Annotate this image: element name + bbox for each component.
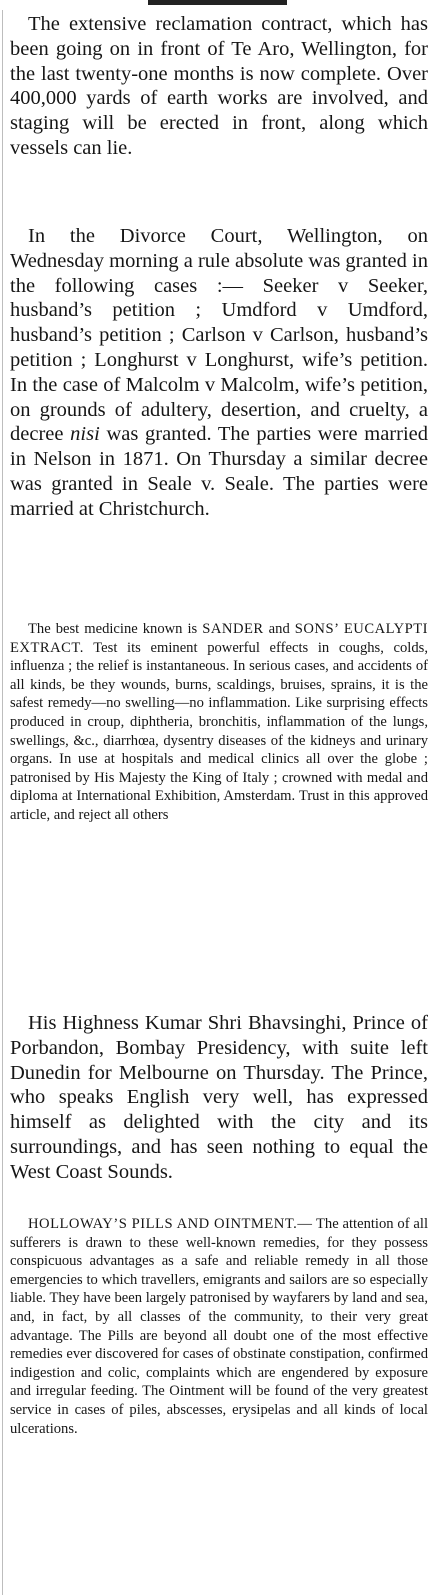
advertisement-holloways-pills (10, 1215, 428, 1438)
ad-brand-name: SANDER (202, 621, 264, 637)
ad-text: and (263, 621, 295, 637)
ad-text: The attention of all sufferers is drawn to these well-known remedies, for they possess conspicuous advantages as a safe and reliable remedy in all those emergencies to which travellers, emigrants and sailors are so especially liable. They have been largely patronised by wayfarers by land and sea, and, in fact, by all classes of the community, to their very great advantage. The Pills are beyond all doubt one of the most effective remedies ever discovered for cases of obstinate constipation, confirmed indigestion and colic, complaints which are engendered by exposure and irregular feeding. The Ointment will be found of the very greatest service in cases of piles, abscesses, erysipelas and all kinds of local ulcerations. (10, 1216, 428, 1437)
italic-term: nisi (70, 423, 100, 446)
article-text: In the Divorce Court, Wellington, on Wednesday morning a rule absolute was granted in the following cases :— Seeker v Seeker, husband’s petition ; Umdford v Umdford, husband’s petition ; Carlson v Carlson, husband’s petition ; Longhurst v Longhurst, wife’s petition. In the case of Malcolm v Malcolm, wife’s petition, on grounds of adultery, desertion, and cruelty, a decree (10, 225, 428, 446)
advertisement-eucalypti-extract (10, 620, 428, 825)
ad-heading: HOLLOWAY’S PILLS AND OINTMENT.— (28, 1216, 313, 1232)
article-divorce-court (10, 224, 428, 522)
ad-text: The best medicine known is (28, 621, 203, 637)
article-prince-of-porbandon (10, 1011, 428, 1185)
ad-text-continued: Test its eminent powerful effects in coughs, colds, influenza ; the relief is instantaneous. In serious cases, and accidents of all kinds, be they wounds, burns, scaldings, bruises, sprains, it is the safest remedy—no swelling—no inflammation. Like surprising effects produced in croup, diphtheria, bronchitis, inflammation of the lungs, swellings, &c., diarrhœa, dysentry diseases of the kidneys and urinary organs. In use at hospitals and medical clinics all over the globe ; patronised by His Majesty the King of Italy ; crowned with medal and diploma at International Exhibition, Amsterdam. Trust in this approved article, and reject all others (10, 639, 428, 823)
column-top-rule (148, 0, 287, 5)
column-left-edge (2, 10, 3, 1595)
article-text: His Highness Kumar Shri Bhavsinghi, Prince of Porbandon, Bombay Presidency, with suite left Dunedin for Melbourne on Thursday. The Prince, who speaks English very well, has expressed himself as delighted with the city and its surroundings, and has seen nothing to equal the West Coast Sounds. (10, 1012, 428, 1183)
article-reclamation-contract (10, 12, 428, 161)
article-text-continued: was granted. The parties were married in Nelson in 1871. On Thursday a similar decree was granted in Seale v. Seale. The parties were married at Christchurch. (10, 423, 428, 520)
ad-product-name: SONS’ EUCALYPTI EXTRACT. (10, 621, 428, 656)
article-text: The extensive reclamation contract, which has been going on in front of Te Aro, Wellington, for the last twenty-one months is now complete. Over 400,000 yards of earth works are involved, and staging will be erected in front, along which vessels can lie. (10, 13, 428, 159)
